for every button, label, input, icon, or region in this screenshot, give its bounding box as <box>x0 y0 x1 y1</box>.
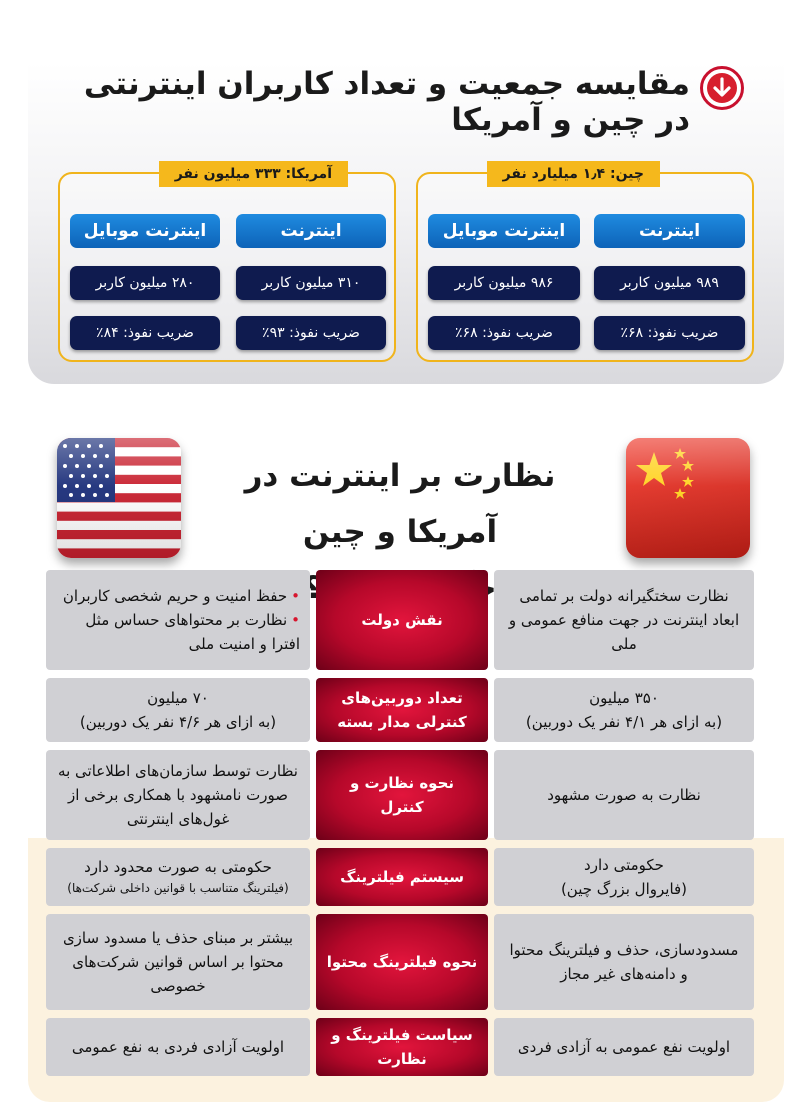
usa-flag-icon <box>57 438 181 558</box>
cell-line: حکومتی دارد <box>584 856 664 874</box>
table-cell-china <box>494 1018 754 1076</box>
china-stats-box <box>416 166 754 362</box>
table-cell-usa <box>46 750 310 840</box>
list-item: • حفظ امنیت و حریم شخصی کاربران <box>56 584 300 608</box>
row-label-text: سیاست فیلترینگ و نظارت <box>331 1026 473 1068</box>
cell-line: حکومتی به صورت محدود دارد <box>84 858 272 877</box>
cell-text: نظارت توسط سازمان‌های اطلاعاتی به صورت نامشهود با همکاری برخی از غول‌های اینترنتی <box>58 762 298 828</box>
row-label-text: نحوه نظارت و کنترل <box>349 774 455 816</box>
usa-internet-penetration: ضریب نفوذ: ۹۳٪ <box>236 316 386 350</box>
china-mobile-penetration: ضریب نفوذ: ۶۸٪ <box>428 316 580 350</box>
row-label-text: نقش دولت <box>361 611 443 629</box>
usa-mobile-users: ۲۸۰ میلیون کاربر <box>70 266 220 300</box>
table-cell-usa <box>46 848 310 906</box>
china-mobile-label: اینترنت موبایل <box>428 214 580 248</box>
row-label-text: نحوه فیلترینگ محتوا <box>326 953 478 971</box>
table-cell-china <box>494 678 754 742</box>
cell-line: (به ازای هر ۴/۱ نفر یک دوربین) <box>525 713 723 731</box>
table-row-label <box>316 914 488 1010</box>
china-internet-label: اینترنت <box>594 214 745 248</box>
table-cell-usa <box>46 678 310 742</box>
arrow-down-icon <box>700 66 744 110</box>
table-cell-china <box>494 848 754 906</box>
table-cell-usa <box>46 914 310 1010</box>
table-row-label <box>316 570 488 670</box>
china-flag-icon <box>626 438 750 558</box>
cell-text: نظارت به صورت مشهود <box>547 786 701 804</box>
cell-line: ۳۵۰ میلیون <box>589 689 659 707</box>
cell-text: بیشتر بر مبنای حذف یا مسدود سازی محتوا بر اساس قوانین شرکت‌های خصوصی <box>62 929 294 995</box>
table-row-label <box>316 1018 488 1076</box>
china-internet-penetration: ضریب نفوذ: ۶۸٪ <box>594 316 745 350</box>
cell-text <box>551 853 697 901</box>
table-cell-china <box>494 914 754 1010</box>
table-cell-china <box>494 570 754 670</box>
usa-population-tag: آمریکا: ۳۳۳ میلیون نفر <box>159 161 348 187</box>
table-row-label <box>316 750 488 840</box>
usa-internet-label: اینترنت <box>236 214 386 248</box>
list-item: • نظارت بر محتواهای حساس مثل افترا و امنیت ملی <box>56 608 300 656</box>
cell-line: ۷۰ میلیون <box>147 689 209 707</box>
cell-text <box>46 584 310 656</box>
usa-mobile-penetration: ضریب نفوذ: ۸۴٪ <box>70 316 220 350</box>
table-cell-usa <box>46 1018 310 1076</box>
cell-text: اولویت آزادی فردی به نفع عمومی <box>71 1038 285 1056</box>
cell-text: مسدودسازی، حذف و فیلترینگ محتوا و دامنه‌های غیر مجاز <box>509 941 739 983</box>
china-population-tag: چین: ۱٫۴ میلیارد نفر <box>487 161 660 187</box>
cell-line: (فایروال بزرگ چین) <box>560 880 688 898</box>
cell-line: (فیلترینگ متناسب با قوانین داخلی شرکت‌ها) <box>67 881 289 896</box>
table-cell-china <box>494 750 754 840</box>
cell-text: نظارت سختگیرانه دولت بر تمامی ابعاد اینترنت در جهت منافع عمومی و ملی <box>508 587 740 653</box>
table-row-label <box>316 678 488 742</box>
cell-text <box>57 855 298 898</box>
china-mobile-users: ۹۸۶ میلیون کاربر <box>428 266 580 300</box>
usa-stats-box <box>58 166 396 362</box>
section-heading-line1: نظارت بر اینترنت در آمریکا و چین <box>244 458 556 550</box>
table-cell-usa <box>46 570 310 670</box>
usa-internet-users: ۳۱۰ میلیون کاربر <box>236 266 386 300</box>
table-row-label <box>316 848 488 906</box>
cell-text <box>516 686 732 734</box>
cell-line: (به ازای هر ۴/۶ نفر یک دوربین) <box>79 713 277 731</box>
page-title: مقایسه جمعیت و تعداد کاربران اینترنتی در چین و آمریکا <box>83 66 690 138</box>
cell-text: اولویت نفع عمومی به آزادی فردی <box>517 1038 731 1056</box>
usa-mobile-label: اینترنت موبایل <box>70 214 220 248</box>
row-label-text: سیستم فیلترینگ <box>340 868 464 886</box>
cell-text <box>70 686 286 734</box>
china-internet-users: ۹۸۹ میلیون کاربر <box>594 266 745 300</box>
row-label-text: تعداد دوربین‌های کنترلی مدار بسته <box>337 689 467 731</box>
